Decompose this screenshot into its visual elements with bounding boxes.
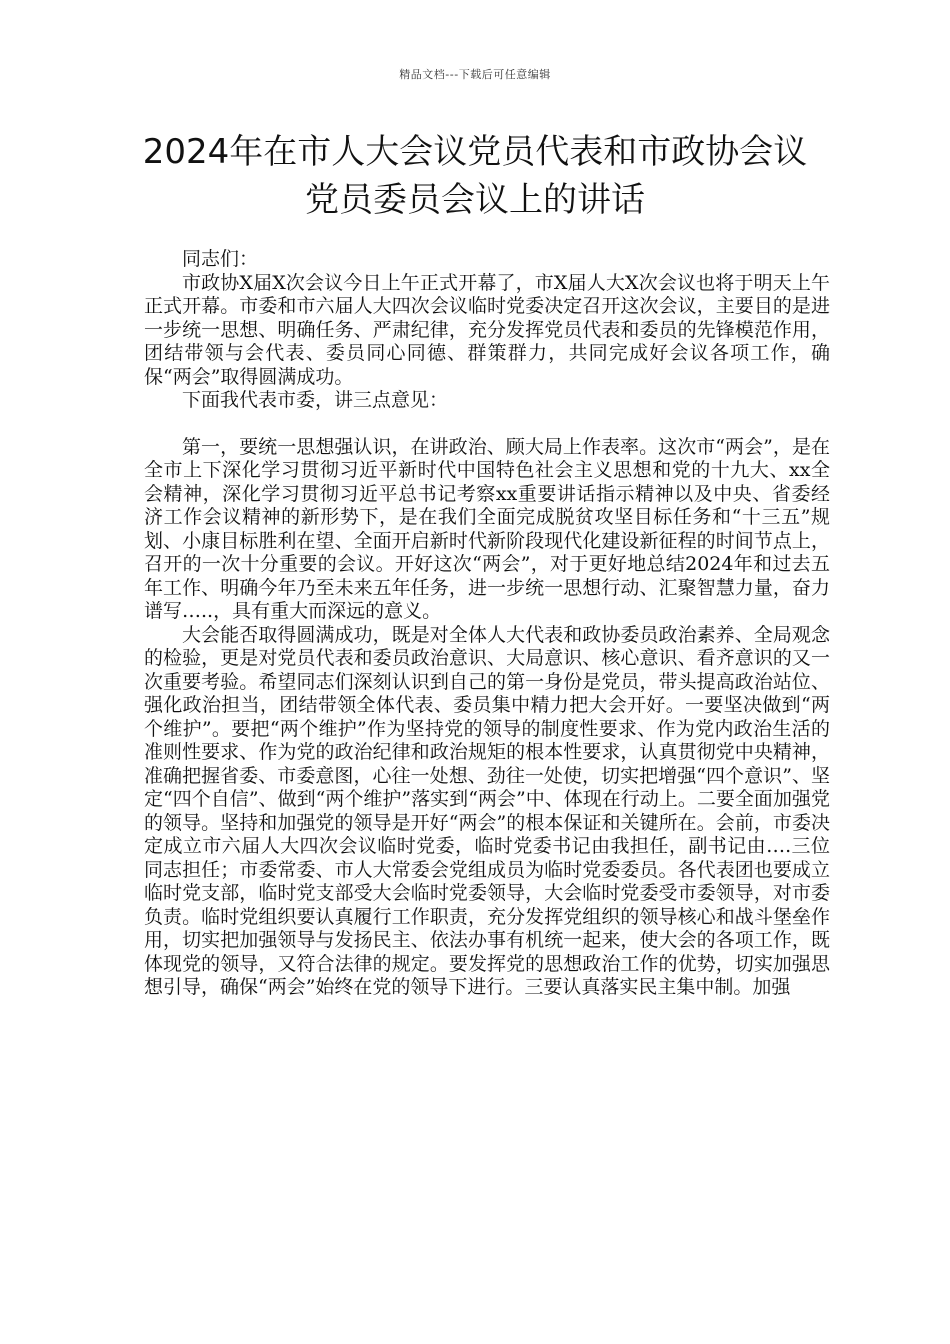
- document-body: [144, 248, 830, 1000]
- paragraph-point-one-detail: 大会能否取得圆满成功，既是对全体人大代表和政协委员政治素养、全局观念的检验，更是对党员代表和委员政治意识、大局意识、核心意识、看齐意识的又一次重要考验。希望同志们深刻认识到自己的第一身份是党员，带头提高政治站位、强化政治担当，团结带领全体代表、委员集中精力把大会开好。一要坚决做到“两个维护”。要把“两个维护”作为坚持党的领导的制度性要求、作为党内政治生活的准则性要求、作为党的政治纪律和政治规矩的根本性要求，认真贯彻党中央精神，准确把握省委、市委意图，心往一处想、劲往一处使，切实把增强“四个意识”、坚定“四个自信”、做到“两个维护”落实到“两会”中、体现在行动上。二要全面加强党的领导。坚持和加强党的领导是开好“两会”的根本保证和关键所在。会前，市委决定成立市六届人大四次会议临时党委，临时党委书记由我担任，副书记由….三位同志担任；市委常委、市人大常委会党组成员为临时党委委员。各代表团也要成立临时党支部，临时党支部受大会临时党委领导，大会临时党委受市委领导，对市委负责。临时党组织要认真履行工作职责，充分发挥党组织的领导核心和战斗堡垒作用，切实把加强领导与发扬民主、依法办事有机统一起来，使大会的各项工作，既体现党的领导，又符合法律的规定。要发挥党的思想政治工作的优势，切实加强思想引导，确保“两会”始终在党的领导下进行。三要认真落实民主集中制。加强: [144, 623, 830, 998]
- document-title: 2024年在市人大会议党员代表和市政协会议党员委员会议上的讲话: [142, 132, 808, 220]
- paragraph-point-one: 第一，要统一思想强认识，在讲政治、顾大局上作表率。这次市“两会”，是在全市上下深化学习贯彻习近平新时代中国特色社会主义思想和党的十九大、xx全会精神，深化学习贯彻习近平总书记考察xx重要讲话指示精神以及中央、省委经济工作会议精神的新形势下，是在我们全面完成脱贫攻坚目标任务和“十三五”规划、小康目标胜利在望、全面开启新时代新阶段现代化建设新征程的时间节点上，召开的一次十分重要的会议。开好这次“两会”，对于更好地总结2024年和过去五年工作、明确今年乃至未来五年任务，进一步统一思想行动、汇聚智慧力量，奋力谱写…..，具有重大而深远的意义。: [144, 435, 830, 622]
- paragraph-intro: 下面我代表市委，讲三点意见：: [182, 389, 449, 411]
- header-note: 精品文档---下载后可任意编辑: [399, 68, 551, 81]
- salutation: 同志们：: [182, 248, 259, 270]
- paragraph-opening: 市政协X届X次会议今日上午正式开幕了，市X届人大X次会议也将于明天上午正式开幕。市委和市六届人大四次会议临时党委决定召开这次会议，主要目的是进一步统一思想、明确任务、严肃纪律，充分发挥党员代表和委员的先锋模范作用，团结带领与会代表、委员同心同德、群策群力，共同完成好会议各项工作，确保“两会”取得圆满成功。: [144, 271, 830, 388]
